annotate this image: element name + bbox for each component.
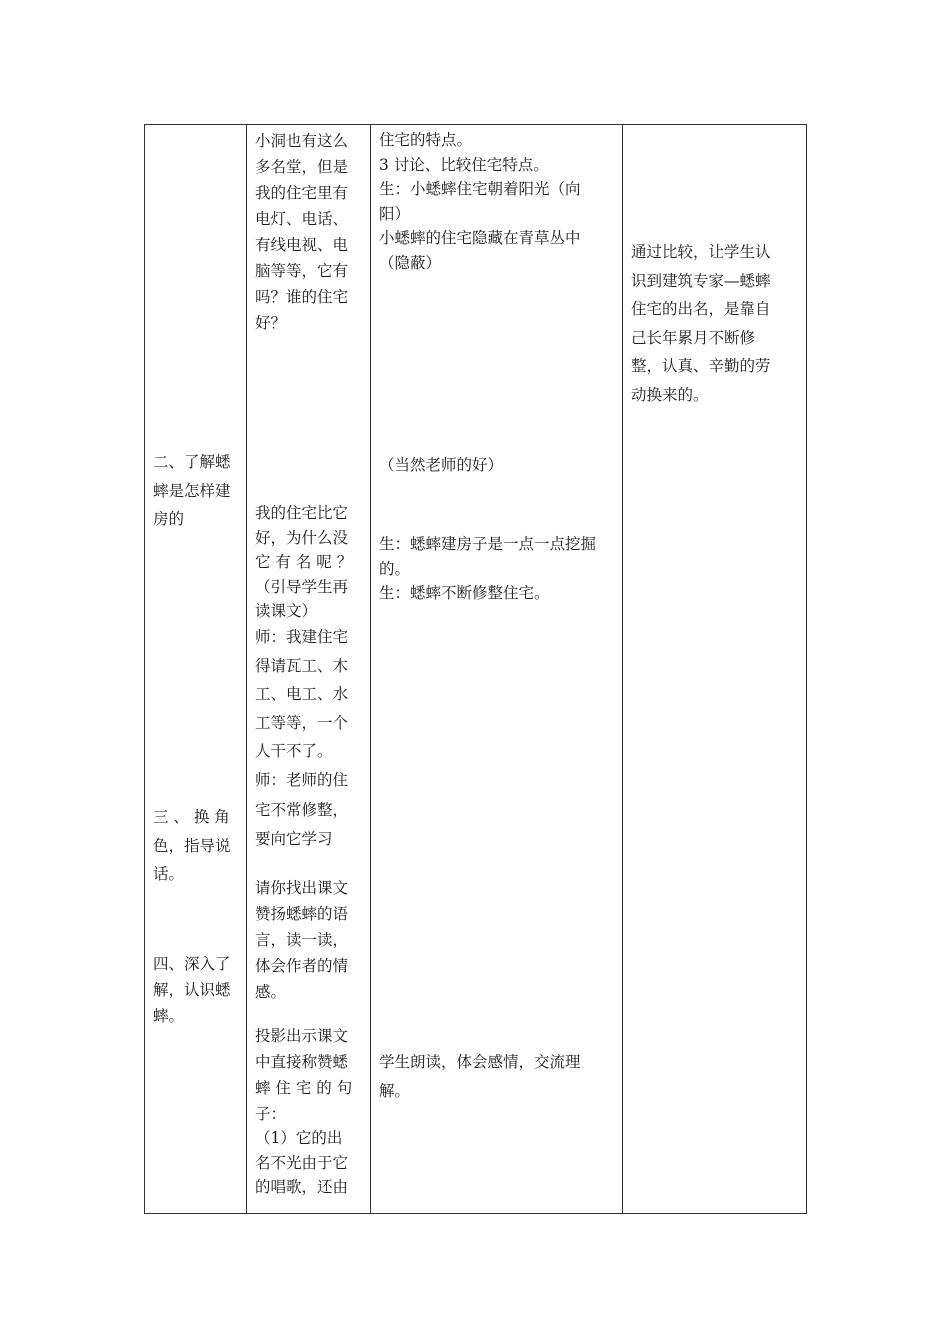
teacher-block-3: [255, 623, 348, 766]
text-line: （隐蔽）: [379, 253, 442, 272]
text-line: 脑等等，它有: [255, 262, 349, 280]
column-divider: [370, 125, 371, 1213]
teacher-block-6: [255, 1023, 352, 1127]
text-line: 体会作者的情: [255, 957, 349, 975]
text-line: 生：小蟋蟀住宅朝着阳光（向: [379, 180, 581, 198]
text-line: 生：蟋蟀建房子是一点一点挖掘: [379, 535, 597, 553]
student-block-4: [379, 1048, 581, 1105]
text-line: 人干不了。: [255, 742, 333, 760]
text-line: 多名堂，但是: [255, 158, 349, 176]
text-line: 三 、 换 角: [153, 808, 230, 826]
text-line: 整，认真、辛勤的劳: [631, 357, 771, 375]
text-line: 读课文）: [255, 602, 318, 620]
text-line: 电灯、电话、: [255, 210, 349, 228]
text-line: 的。: [379, 559, 411, 578]
text-line: 蟀 住 宅 的 句: [255, 1079, 353, 1097]
student-block-1: [379, 128, 581, 275]
text-line: 小蟋蟀的住宅隐藏在青草丛中: [379, 229, 581, 247]
text-line: 通过比较，让学生认: [631, 243, 771, 261]
text-line: 好，为什么没: [255, 528, 349, 547]
text-line: 我的住宅里有: [255, 184, 349, 202]
text-line: （引导学生再: [255, 577, 349, 596]
text-line: 生：蟋蟀不断修整住宅。: [379, 584, 550, 602]
text-line: 3 讨论、比较住宅特点。: [379, 155, 549, 174]
text-line: 己长年累月不断修: [631, 328, 756, 347]
text-line: 赞扬蟋蟀的语: [255, 905, 349, 923]
text-line: 师：我建住宅: [255, 628, 349, 646]
text-line: 解。: [379, 1081, 411, 1100]
text-line: （1）它的出: [255, 1129, 343, 1147]
text-line: 住宅的出名，是靠自: [631, 300, 771, 318]
text-line: 投影出示课文: [255, 1027, 349, 1045]
column-divider: [622, 125, 623, 1213]
lesson-plan-table: [144, 124, 807, 1214]
text-line: 话。: [153, 865, 185, 883]
text-line: 二、了解蟋: [153, 453, 231, 471]
text-line: 四、深入了: [153, 955, 231, 973]
text-line: 它 有 名 呢 ？: [255, 553, 353, 571]
teacher-block-5: [255, 875, 348, 1005]
text-line: 我的住宅比它: [255, 504, 349, 522]
text-line: 请你找出课文: [255, 879, 349, 897]
text-line: 感。: [255, 983, 287, 1001]
column-divider: [246, 125, 247, 1213]
step-section-2: [153, 448, 231, 534]
text-line: 学生朗读，体会感情，交流理: [379, 1053, 581, 1071]
text-line: 动换来的。: [631, 385, 709, 404]
step-section-3: [153, 803, 231, 889]
text-line: 师：老师的住: [255, 771, 349, 789]
step-section-4: [153, 951, 231, 1029]
text-line: 得请瓦工、木: [255, 656, 349, 675]
teacher-block-7: [255, 1126, 348, 1200]
text-line: 蟀。: [153, 1007, 185, 1025]
text-line: 解，认识蟋: [153, 981, 231, 999]
text-line: 要向它学习: [255, 830, 333, 848]
student-block-2: [379, 453, 503, 478]
text-line: 工、电工、水: [255, 685, 349, 703]
text-line: （当然老师的好）: [379, 456, 504, 474]
text-line: 子：: [255, 1105, 287, 1123]
intent-block-1: [631, 238, 771, 409]
text-line: 宅不常修整，: [255, 800, 349, 819]
text-line: 的唱歌，还由: [255, 1178, 349, 1196]
text-line: 名不光由于它: [255, 1153, 349, 1172]
student-block-3: [379, 532, 596, 606]
text-line: 识到建筑专家—蟋蟀: [631, 271, 771, 290]
text-line: 言，读一读，: [255, 931, 349, 949]
text-line: 好？: [255, 314, 287, 332]
text-line: 工等等，一个: [255, 713, 349, 732]
teacher-block-2: [255, 501, 352, 624]
text-line: 小洞也有这么: [255, 132, 349, 150]
text-line: 色，指导说: [153, 836, 231, 855]
teacher-block-4: [255, 766, 348, 855]
text-line: 中直接称赞蟋: [255, 1053, 349, 1071]
text-line: 阳）: [379, 204, 411, 223]
text-line: 住宅的特点。: [379, 131, 473, 149]
teacher-block-1: [255, 128, 348, 336]
text-line: 有线电视、电: [255, 236, 349, 254]
text-line: 吗？谁的住宅: [255, 288, 349, 306]
text-line: 房的: [153, 510, 185, 528]
text-line: 蟀是怎样建: [153, 481, 231, 500]
